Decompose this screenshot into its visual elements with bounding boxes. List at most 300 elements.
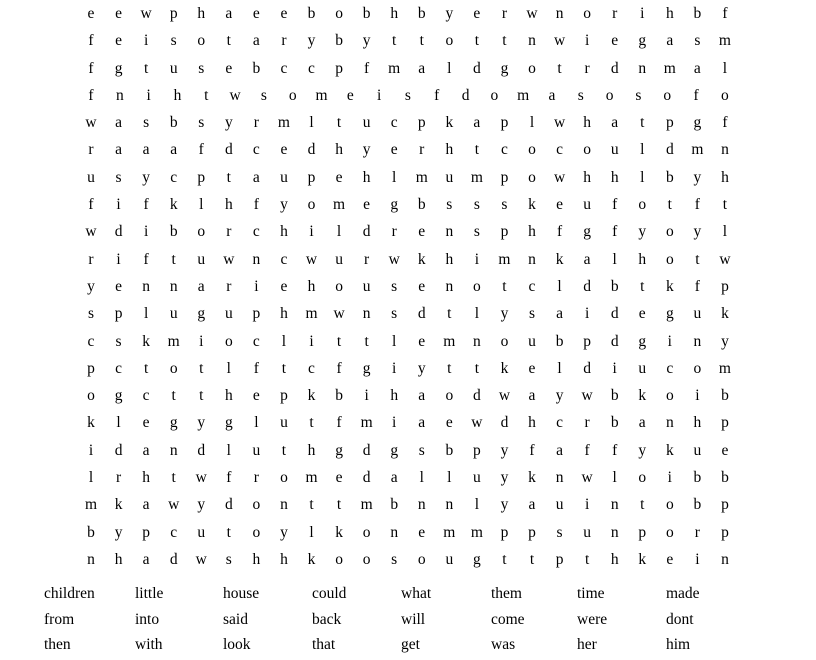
- grid-cell[interactable]: r: [88, 250, 94, 268]
- grid-cell[interactable]: f: [584, 441, 590, 459]
- grid-cell[interactable]: s: [501, 196, 508, 214]
- grid-cell[interactable]: f: [556, 223, 563, 241]
- word-list-item[interactable]: was: [491, 636, 516, 654]
- grid-cell[interactable]: l: [143, 305, 149, 323]
- grid-cell[interactable]: u: [583, 196, 591, 214]
- grid-cell[interactable]: r: [694, 523, 700, 541]
- grid-cell[interactable]: l: [199, 196, 204, 214]
- word-list-item[interactable]: with: [135, 636, 163, 654]
- word-list-item[interactable]: house: [223, 585, 260, 602]
- grid-cell[interactable]: n: [638, 59, 647, 77]
- grid-cell[interactable]: a: [583, 250, 591, 268]
- grid-cell[interactable]: e: [87, 5, 95, 22]
- grid-cell[interactable]: h: [280, 223, 288, 241]
- grid-cell[interactable]: d: [417, 305, 426, 323]
- grid-cell[interactable]: b: [665, 168, 674, 186]
- grid-cell[interactable]: e: [142, 414, 150, 432]
- grid-cell[interactable]: d: [307, 141, 316, 159]
- word-list-item[interactable]: come: [491, 610, 525, 628]
- grid-cell[interactable]: y: [555, 387, 564, 405]
- grid-cell[interactable]: o: [638, 469, 647, 487]
- grid-cell[interactable]: e: [611, 32, 619, 50]
- grid-cell[interactable]: b: [390, 496, 399, 514]
- grid-cell[interactable]: e: [280, 5, 288, 22]
- grid-cell[interactable]: h: [252, 550, 261, 568]
- grid-cell[interactable]: l: [557, 359, 562, 377]
- grid-cell[interactable]: n: [390, 523, 399, 541]
- grid-cell[interactable]: t: [226, 32, 231, 50]
- grid-cell[interactable]: s: [404, 86, 411, 104]
- grid-cell[interactable]: t: [640, 277, 645, 295]
- grid-cell[interactable]: l: [309, 114, 314, 132]
- grid-cell[interactable]: o: [665, 250, 674, 268]
- grid-cell[interactable]: f: [529, 441, 535, 459]
- grid-cell[interactable]: i: [143, 223, 149, 241]
- grid-cell[interactable]: u: [445, 168, 454, 186]
- grid-cell[interactable]: g: [114, 59, 123, 77]
- grid-cell[interactable]: r: [226, 223, 232, 241]
- grid-cell[interactable]: l: [392, 168, 397, 186]
- grid-cell[interactable]: w: [85, 114, 97, 132]
- grid-cell[interactable]: l: [419, 469, 424, 487]
- grid-cell[interactable]: b: [169, 114, 178, 132]
- grid-cell[interactable]: a: [252, 32, 260, 50]
- word-list-item[interactable]: her: [577, 636, 597, 654]
- grid-cell[interactable]: l: [529, 114, 535, 132]
- grid-cell[interactable]: l: [281, 332, 287, 350]
- grid-cell[interactable]: p: [197, 168, 206, 186]
- grid-cell[interactable]: o: [663, 86, 672, 104]
- grid-cell[interactable]: t: [204, 86, 209, 104]
- grid-cell[interactable]: o: [280, 469, 288, 487]
- grid-cell[interactable]: c: [87, 332, 95, 350]
- grid-cell[interactable]: t: [143, 59, 149, 77]
- grid-cell[interactable]: o: [224, 332, 233, 350]
- grid-cell[interactable]: w: [581, 387, 593, 405]
- grid-cell[interactable]: n: [528, 250, 536, 268]
- grid-cell[interactable]: m: [315, 86, 328, 104]
- grid-cell[interactable]: h: [280, 305, 288, 323]
- grid-cell[interactable]: e: [335, 168, 343, 186]
- grid-cell[interactable]: b: [721, 387, 729, 405]
- grid-cell[interactable]: t: [667, 196, 672, 214]
- grid-cell[interactable]: w: [526, 5, 538, 22]
- grid-cell[interactable]: n: [665, 414, 674, 432]
- grid-cell[interactable]: d: [461, 86, 470, 104]
- grid-cell[interactable]: o: [87, 387, 95, 405]
- grid-cell[interactable]: s: [418, 441, 425, 459]
- grid-cell[interactable]: b: [169, 223, 178, 241]
- grid-cell[interactable]: w: [305, 250, 318, 268]
- grid-cell[interactable]: o: [490, 86, 499, 104]
- grid-cell[interactable]: p: [500, 114, 509, 132]
- grid-cell[interactable]: y: [500, 469, 509, 487]
- grid-cell[interactable]: u: [693, 441, 702, 459]
- grid-cell[interactable]: r: [584, 414, 590, 432]
- grid-cell[interactable]: n: [473, 332, 481, 350]
- word-list-item[interactable]: could: [312, 585, 347, 602]
- grid-cell[interactable]: r: [584, 59, 590, 77]
- grid-cell[interactable]: k: [665, 277, 674, 295]
- grid-cell[interactable]: g: [638, 32, 647, 50]
- grid-cell[interactable]: n: [555, 5, 564, 22]
- grid-cell[interactable]: f: [143, 250, 149, 268]
- grid-cell[interactable]: a: [638, 414, 646, 432]
- grid-cell[interactable]: b: [417, 5, 426, 22]
- grid-cell[interactable]: b: [610, 387, 619, 405]
- grid-cell[interactable]: a: [225, 5, 233, 22]
- grid-cell[interactable]: t: [722, 196, 728, 214]
- grid-cell[interactable]: l: [226, 441, 231, 459]
- grid-cell[interactable]: k: [721, 305, 729, 323]
- grid-cell[interactable]: n: [721, 141, 729, 159]
- grid-cell[interactable]: s: [556, 523, 563, 541]
- grid-cell[interactable]: f: [198, 141, 204, 159]
- grid-cell[interactable]: l: [722, 59, 728, 77]
- grid-cell[interactable]: m: [470, 523, 483, 541]
- grid-cell[interactable]: g: [473, 550, 481, 568]
- grid-cell[interactable]: a: [556, 441, 563, 459]
- grid-cell[interactable]: u: [197, 250, 206, 268]
- grid-cell[interactable]: u: [224, 305, 233, 323]
- grid-cell[interactable]: y: [197, 414, 206, 432]
- grid-cell[interactable]: u: [169, 59, 178, 77]
- grid-cell[interactable]: w: [168, 496, 180, 514]
- grid-cell[interactable]: s: [391, 550, 398, 568]
- grid-cell[interactable]: y: [280, 196, 288, 214]
- grid-cell[interactable]: p: [142, 523, 150, 541]
- grid-cell[interactable]: a: [528, 387, 536, 405]
- grid-cell[interactable]: e: [390, 141, 398, 159]
- grid-cell[interactable]: s: [635, 86, 642, 104]
- grid-cell[interactable]: p: [169, 5, 178, 22]
- grid-cell[interactable]: m: [84, 496, 98, 514]
- grid-cell[interactable]: u: [473, 469, 481, 487]
- grid-cell[interactable]: n: [721, 550, 729, 568]
- grid-cell[interactable]: m: [388, 59, 401, 77]
- grid-cell[interactable]: p: [335, 59, 343, 77]
- grid-cell[interactable]: p: [555, 550, 564, 568]
- grid-cell[interactable]: s: [87, 305, 95, 323]
- grid-cell[interactable]: r: [253, 469, 259, 487]
- grid-cell[interactable]: u: [638, 359, 647, 377]
- grid-cell[interactable]: t: [502, 32, 507, 50]
- grid-cell[interactable]: d: [362, 441, 371, 459]
- grid-cell[interactable]: d: [169, 550, 178, 568]
- grid-cell[interactable]: t: [695, 250, 700, 268]
- grid-cell[interactable]: a: [142, 496, 150, 514]
- grid-cell[interactable]: e: [115, 5, 122, 22]
- grid-cell[interactable]: h: [114, 550, 123, 568]
- grid-cell[interactable]: b: [417, 196, 426, 214]
- grid-cell[interactable]: c: [170, 523, 178, 541]
- grid-cell[interactable]: b: [87, 523, 95, 541]
- grid-cell[interactable]: d: [473, 387, 481, 405]
- grid-cell[interactable]: m: [718, 32, 731, 50]
- grid-cell[interactable]: k: [445, 114, 454, 132]
- grid-cell[interactable]: p: [721, 414, 729, 432]
- grid-cell[interactable]: f: [88, 59, 94, 77]
- grid-cell[interactable]: g: [390, 196, 399, 214]
- grid-cell[interactable]: k: [665, 441, 674, 459]
- grid-cell[interactable]: b: [693, 5, 702, 22]
- grid-cell[interactable]: w: [553, 32, 566, 50]
- grid-cell[interactable]: w: [223, 250, 235, 268]
- grid-cell[interactable]: w: [85, 223, 97, 241]
- grid-cell[interactable]: c: [115, 359, 122, 377]
- grid-cell[interactable]: o: [583, 5, 591, 22]
- grid-cell[interactable]: c: [170, 168, 178, 186]
- grid-cell[interactable]: h: [197, 5, 206, 22]
- word-list-item[interactable]: back: [312, 610, 342, 628]
- grid-cell[interactable]: m: [305, 305, 318, 323]
- grid-cell[interactable]: p: [307, 168, 316, 186]
- grid-cell[interactable]: n: [87, 550, 95, 568]
- grid-cell[interactable]: f: [612, 196, 618, 214]
- grid-cell[interactable]: w: [553, 168, 566, 186]
- grid-cell[interactable]: p: [500, 523, 509, 541]
- grid-cell[interactable]: m: [415, 168, 428, 186]
- grid-cell[interactable]: a: [142, 441, 150, 459]
- word-list-item[interactable]: made: [666, 585, 700, 602]
- grid-cell[interactable]: u: [445, 550, 454, 568]
- grid-cell[interactable]: u: [693, 305, 702, 323]
- grid-cell[interactable]: t: [226, 523, 231, 541]
- grid-cell[interactable]: p: [528, 523, 536, 541]
- grid-cell[interactable]: b: [335, 32, 343, 50]
- grid-cell[interactable]: h: [307, 277, 316, 295]
- grid-cell[interactable]: e: [418, 277, 426, 295]
- grid-cell[interactable]: l: [640, 141, 645, 159]
- grid-cell[interactable]: n: [280, 496, 288, 514]
- grid-cell[interactable]: d: [473, 59, 481, 77]
- word-list-item[interactable]: into: [135, 610, 160, 628]
- grid-cell[interactable]: p: [665, 114, 674, 132]
- grid-cell[interactable]: y: [693, 168, 702, 186]
- grid-cell[interactable]: w: [498, 387, 511, 405]
- grid-cell[interactable]: m: [360, 414, 373, 432]
- grid-cell[interactable]: i: [309, 332, 314, 350]
- grid-cell[interactable]: h: [638, 250, 647, 268]
- grid-cell[interactable]: t: [336, 114, 342, 132]
- grid-cell[interactable]: w: [229, 86, 241, 104]
- grid-cell[interactable]: a: [170, 141, 178, 159]
- grid-cell[interactable]: d: [197, 441, 206, 459]
- grid-cell[interactable]: k: [307, 550, 316, 568]
- grid-cell[interactable]: t: [143, 359, 149, 377]
- grid-cell[interactable]: o: [583, 141, 591, 159]
- grid-cell[interactable]: e: [115, 277, 122, 295]
- grid-cell[interactable]: i: [695, 387, 700, 405]
- grid-cell[interactable]: c: [308, 59, 315, 77]
- grid-cell[interactable]: w: [388, 250, 400, 268]
- grid-cell[interactable]: f: [722, 5, 728, 22]
- grid-cell[interactable]: k: [307, 387, 316, 405]
- grid-cell[interactable]: m: [167, 332, 180, 350]
- grid-cell[interactable]: e: [721, 441, 729, 459]
- grid-cell[interactable]: i: [612, 359, 617, 377]
- grid-cell[interactable]: e: [638, 305, 646, 323]
- grid-cell[interactable]: i: [143, 32, 149, 50]
- grid-cell[interactable]: m: [498, 250, 511, 268]
- grid-cell[interactable]: y: [362, 32, 371, 50]
- grid-cell[interactable]: h: [390, 387, 399, 405]
- grid-cell[interactable]: e: [225, 59, 233, 77]
- grid-cell[interactable]: h: [335, 141, 343, 159]
- grid-cell[interactable]: d: [362, 223, 371, 241]
- grid-cell[interactable]: k: [528, 196, 536, 214]
- grid-cell[interactable]: t: [557, 59, 562, 77]
- grid-cell[interactable]: h: [307, 441, 316, 459]
- word-list-item[interactable]: children: [44, 585, 95, 602]
- grid-cell[interactable]: f: [88, 86, 94, 104]
- grid-cell[interactable]: o: [500, 332, 509, 350]
- grid-cell[interactable]: t: [474, 359, 480, 377]
- grid-cell[interactable]: e: [666, 550, 674, 568]
- grid-cell[interactable]: a: [142, 550, 150, 568]
- grid-cell[interactable]: c: [666, 359, 674, 377]
- grid-cell[interactable]: l: [722, 223, 728, 241]
- grid-cell[interactable]: y: [500, 441, 509, 459]
- grid-cell[interactable]: h: [528, 223, 536, 241]
- word-list-item[interactable]: what: [401, 585, 432, 602]
- grid-cell[interactable]: l: [309, 523, 314, 541]
- grid-cell[interactable]: f: [434, 86, 440, 104]
- grid-cell[interactable]: k: [87, 414, 95, 432]
- grid-cell[interactable]: s: [391, 277, 398, 295]
- grid-cell[interactable]: h: [142, 469, 150, 487]
- grid-cell[interactable]: o: [169, 359, 178, 377]
- grid-cell[interactable]: c: [500, 141, 508, 159]
- grid-cell[interactable]: w: [719, 250, 731, 268]
- grid-cell[interactable]: o: [252, 523, 261, 541]
- grid-cell[interactable]: u: [252, 441, 261, 459]
- grid-cell[interactable]: n: [610, 496, 619, 514]
- grid-cell[interactable]: a: [473, 114, 481, 132]
- grid-cell[interactable]: a: [115, 141, 122, 159]
- grid-cell[interactable]: r: [88, 141, 94, 159]
- grid-cell[interactable]: t: [640, 114, 645, 132]
- grid-cell[interactable]: f: [694, 196, 700, 214]
- grid-cell[interactable]: t: [474, 32, 480, 50]
- grid-cell[interactable]: t: [364, 332, 369, 350]
- grid-cell[interactable]: a: [197, 277, 205, 295]
- grid-cell[interactable]: e: [280, 277, 288, 295]
- word-list-item[interactable]: look: [223, 636, 251, 654]
- grid-cell[interactable]: a: [611, 114, 619, 132]
- grid-cell[interactable]: f: [722, 114, 728, 132]
- grid-cell[interactable]: h: [445, 141, 454, 159]
- grid-cell[interactable]: a: [548, 86, 556, 104]
- grid-cell[interactable]: y: [693, 223, 702, 241]
- grid-cell[interactable]: t: [171, 469, 176, 487]
- grid-cell[interactable]: b: [610, 277, 619, 295]
- grid-cell[interactable]: s: [694, 32, 701, 50]
- grid-cell[interactable]: n: [362, 305, 371, 323]
- grid-cell[interactable]: t: [584, 550, 590, 568]
- grid-cell[interactable]: o: [288, 86, 297, 104]
- grid-cell[interactable]: s: [198, 114, 205, 132]
- grid-cell[interactable]: a: [418, 59, 426, 77]
- grid-cell[interactable]: i: [116, 250, 121, 268]
- grid-cell[interactable]: h: [693, 414, 702, 432]
- grid-cell[interactable]: r: [281, 32, 287, 50]
- grid-cell[interactable]: i: [695, 550, 700, 568]
- grid-cell[interactable]: t: [281, 359, 287, 377]
- grid-cell[interactable]: m: [277, 114, 290, 132]
- grid-cell[interactable]: d: [583, 359, 591, 377]
- grid-cell[interactable]: t: [281, 441, 287, 459]
- grid-cell[interactable]: l: [116, 414, 121, 432]
- grid-cell[interactable]: e: [418, 523, 426, 541]
- grid-cell[interactable]: a: [390, 469, 398, 487]
- word-list-item[interactable]: from: [44, 610, 75, 628]
- grid-cell[interactable]: s: [170, 32, 177, 50]
- grid-cell[interactable]: l: [557, 277, 562, 295]
- grid-cell[interactable]: t: [447, 359, 452, 377]
- grid-cell[interactable]: f: [693, 86, 699, 104]
- grid-cell[interactable]: h: [445, 250, 454, 268]
- grid-cell[interactable]: e: [115, 32, 122, 50]
- grid-cell[interactable]: d: [583, 277, 591, 295]
- grid-cell[interactable]: r: [364, 250, 370, 268]
- grid-cell[interactable]: f: [612, 441, 618, 459]
- grid-cell[interactable]: f: [612, 223, 618, 241]
- grid-cell[interactable]: o: [362, 550, 371, 568]
- grid-cell[interactable]: i: [584, 496, 590, 514]
- grid-cell[interactable]: p: [721, 523, 729, 541]
- grid-cell[interactable]: n: [115, 86, 124, 104]
- grid-cell[interactable]: c: [390, 114, 398, 132]
- grid-cell[interactable]: d: [362, 469, 371, 487]
- grid-cell[interactable]: p: [473, 441, 481, 459]
- grid-cell[interactable]: i: [392, 359, 397, 377]
- grid-cell[interactable]: i: [254, 277, 259, 295]
- grid-cell[interactable]: f: [694, 277, 700, 295]
- grid-cell[interactable]: t: [336, 332, 342, 350]
- word-list-item[interactable]: get: [401, 636, 420, 654]
- grid-cell[interactable]: c: [142, 387, 150, 405]
- grid-cell[interactable]: s: [225, 550, 232, 568]
- grid-cell[interactable]: i: [392, 414, 397, 432]
- grid-cell[interactable]: l: [336, 223, 342, 241]
- grid-cell[interactable]: b: [307, 5, 316, 22]
- grid-cell[interactable]: i: [584, 305, 590, 323]
- grid-cell[interactable]: m: [691, 141, 704, 159]
- grid-cell[interactable]: m: [517, 86, 530, 104]
- grid-cell[interactable]: s: [528, 305, 536, 323]
- grid-cell[interactable]: e: [346, 86, 354, 104]
- grid-cell[interactable]: h: [280, 550, 288, 568]
- grid-cell[interactable]: n: [445, 277, 454, 295]
- grid-cell[interactable]: a: [418, 414, 426, 432]
- grid-cell[interactable]: t: [171, 387, 176, 405]
- grid-cell[interactable]: d: [114, 441, 123, 459]
- grid-cell[interactable]: f: [336, 414, 342, 432]
- grid-cell[interactable]: o: [335, 277, 343, 295]
- grid-cell[interactable]: l: [254, 414, 259, 432]
- grid-cell[interactable]: k: [335, 523, 343, 541]
- grid-cell[interactable]: y: [114, 523, 123, 541]
- grid-cell[interactable]: c: [252, 223, 260, 241]
- grid-cell[interactable]: f: [88, 196, 94, 214]
- grid-cell[interactable]: t: [336, 496, 342, 514]
- grid-cell[interactable]: i: [640, 5, 645, 22]
- grid-cell[interactable]: e: [335, 469, 343, 487]
- grid-cell[interactable]: s: [391, 305, 398, 323]
- grid-cell[interactable]: a: [142, 141, 150, 159]
- grid-cell[interactable]: c: [280, 59, 288, 77]
